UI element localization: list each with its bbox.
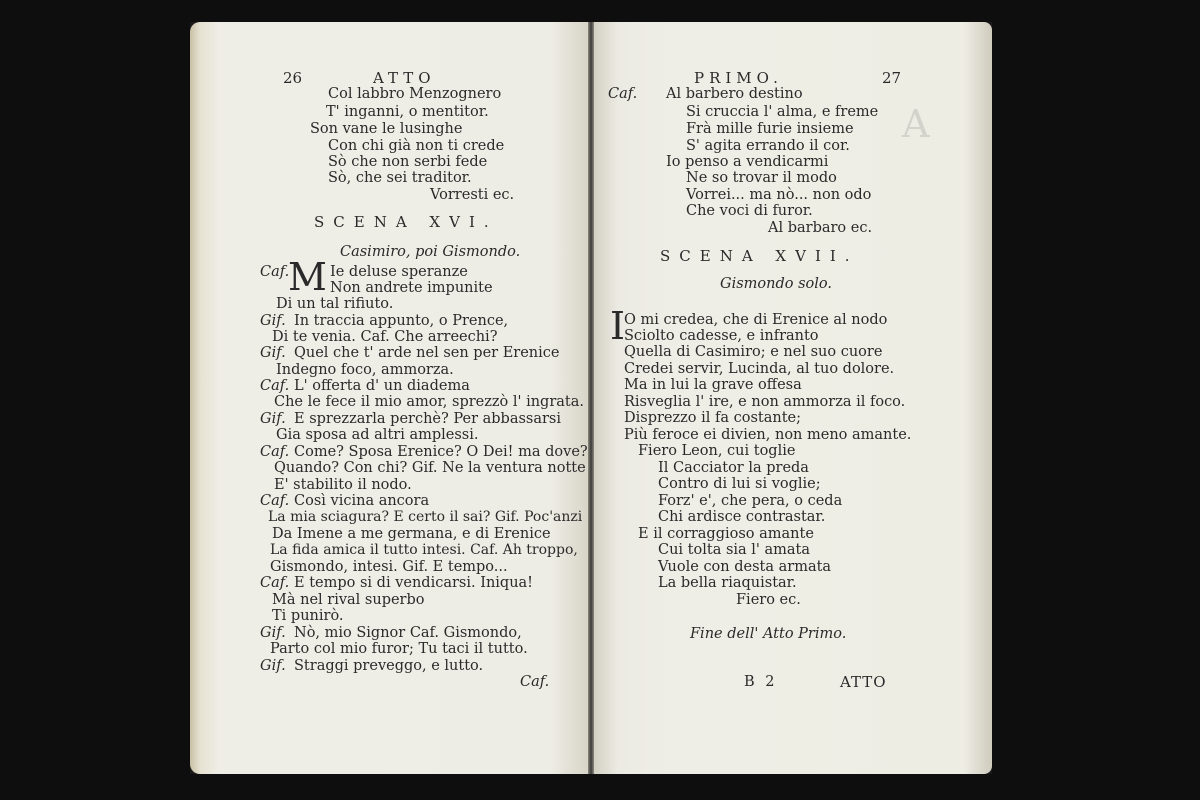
dialogue-line: Straggi preveggo, e lutto. [294, 658, 484, 674]
scene-characters: Gismondo solo. [720, 276, 832, 292]
drop-cap: I [610, 304, 626, 348]
dialogue-line: Da Imene a me germana, e di Erenice [272, 526, 551, 542]
dialogue-line: In traccia appunto, o Prence, [294, 313, 509, 329]
verse-line: Io penso a vendicarmi [666, 154, 829, 170]
scene-line: Forz' e', che pera, o ceda [658, 493, 843, 509]
scene-line: Chi ardisce contrastar. [658, 509, 826, 525]
scene-line: Più feroce ei divien, non meno amante. [624, 427, 912, 443]
verse-line: Frà mille furie insieme [686, 121, 854, 137]
dialogue-line: Gismondo, intesi. Gif. E tempo... [270, 559, 508, 575]
catchword: Caf. [520, 674, 550, 690]
dialogue-line: La mia sciagura? E certo il sai? Gif. Poc'anzi [268, 509, 583, 525]
dialogue-line: Quando? Con chi? Gif. Ne la ventura notte [274, 460, 586, 476]
verse-line: Con chi già non ti crede [328, 138, 505, 154]
scene-line: Contro di lui si voglie; [658, 476, 821, 492]
scene-line: La bella riaquistar. [658, 575, 797, 591]
dialogue-line: Che le fece il mio amor, sprezzò l' ingrata. [274, 394, 585, 410]
scene-line: E il corraggioso amante [638, 526, 814, 542]
dialogue-line: E tempo si di vendicarsi. Iniqua! [294, 575, 534, 591]
scene-line: Ma in lui la grave offesa [624, 377, 802, 393]
show-through-text: A [902, 102, 934, 146]
dialogue-line: Così vicina ancora [294, 493, 430, 509]
speaker: Caf. [260, 493, 290, 509]
act-end-note: Fine dell' Atto Primo. [690, 626, 847, 642]
scene-line: Disprezzo il fa costante; [624, 410, 802, 426]
right-page [594, 22, 992, 774]
dialogue-line: Di te venia. Caf. Che arreechi? [272, 329, 498, 345]
open-book [190, 22, 992, 774]
speaker: Caf. [260, 378, 290, 394]
scene-line: Quella di Casimiro; e nel suo cuore [624, 344, 883, 360]
dialogue-line: Parto col mio furor; Tu taci il tutto. [270, 641, 528, 657]
speaker: Gif. [260, 345, 286, 361]
verse-line: Sò, che sei traditor. [328, 170, 472, 186]
verse-line: Che voci di furor. [686, 203, 813, 219]
dialogue-line: Non andrete impunite [330, 280, 493, 296]
scene-line: Vuole con desta armata [658, 559, 832, 575]
speaker: Gif. [260, 313, 286, 329]
scene-line: Fiero ec. [736, 592, 801, 608]
dialogue-line: Mà nel rival superbo [272, 592, 425, 608]
scene-line: Cui tolta sia l' amata [658, 542, 811, 558]
dialogue-line: Come? Sposa Erenice? O Dei! ma dove? [294, 444, 588, 460]
left-page [190, 22, 588, 774]
scene-title: SCENA XVI. [314, 213, 498, 231]
catchword: ATTO [840, 673, 887, 691]
verse-line: Son vane le lusinghe [310, 121, 463, 137]
verse-line: Ne so trovar il modo [686, 170, 837, 186]
speaker: Caf. [260, 264, 290, 280]
verse-line: Al barbaro ec. [768, 220, 873, 236]
dialogue-line: Nò, mio Signor Caf. Gismondo, [294, 625, 522, 641]
running-head: ATTO [373, 69, 436, 87]
verse-line: T' inganni, o mentitor. [326, 104, 489, 120]
speaker: Gif. [260, 658, 286, 674]
speaker: Caf. [260, 575, 290, 591]
signature-mark: B 2 [744, 674, 778, 690]
drop-cap: M [288, 255, 327, 299]
verse-line: Vorresti ec. [430, 187, 515, 203]
verse-line: Si cruccia l' alma, e freme [686, 104, 879, 120]
scene-line: Risveglia l' ire, e non ammorza il foco. [624, 394, 906, 410]
scene-line: Sciolto cadesse, e infranto [624, 328, 819, 344]
dialogue-line: Ti punirò. [272, 608, 344, 624]
verse-line: Al barbero destino [666, 86, 803, 102]
dialogue-line: Quel che t' arde nel sen per Erenice [294, 345, 560, 361]
scene-line: Il Cacciator la preda [658, 460, 809, 476]
verse-line: S' agita errando il cor. [686, 138, 850, 154]
speaker: Caf. [260, 444, 290, 460]
verse-line: Sò che non serbi fede [328, 154, 488, 170]
speaker: Caf. [608, 86, 638, 102]
dialogue-line: E sprezzarla perchè? Per abbassarsi [294, 411, 562, 427]
dialogue-line: Di un tal rifiuto. [276, 296, 394, 312]
verse-line: Col labbro Menzognero [328, 86, 502, 102]
dialogue-line: La fida amica il tutto intesi. Caf. Ah troppo, [270, 542, 578, 558]
page-number: 26 [283, 69, 303, 87]
scene-line: Fiero Leon, cui toglie [638, 443, 796, 459]
dialogue-line: Indegno foco, ammorza. [276, 362, 454, 378]
scene-line: Credei servir, Lucinda, al tuo dolore. [624, 361, 895, 377]
dialogue-line: Gia sposa ad altri amplessi. [276, 427, 479, 443]
dialogue-line: L' offerta d' un diadema [294, 378, 470, 394]
running-head: PRIMO. [694, 69, 783, 87]
dialogue-line: Ie deluse speranze [330, 264, 468, 280]
speaker: Gif. [260, 625, 286, 641]
dialogue-line: E' stabilito il nodo. [274, 477, 412, 493]
page-number: 27 [882, 69, 902, 87]
speaker: Gif. [260, 411, 286, 427]
scene-characters: Casimiro, poi Gismondo. [340, 244, 521, 260]
scene-line: O mi credea, che di Erenice al nodo [624, 312, 888, 328]
scene-title: SCENA XVII. [660, 247, 859, 265]
verse-line: Vorrei... ma nò... non odo [686, 187, 872, 203]
